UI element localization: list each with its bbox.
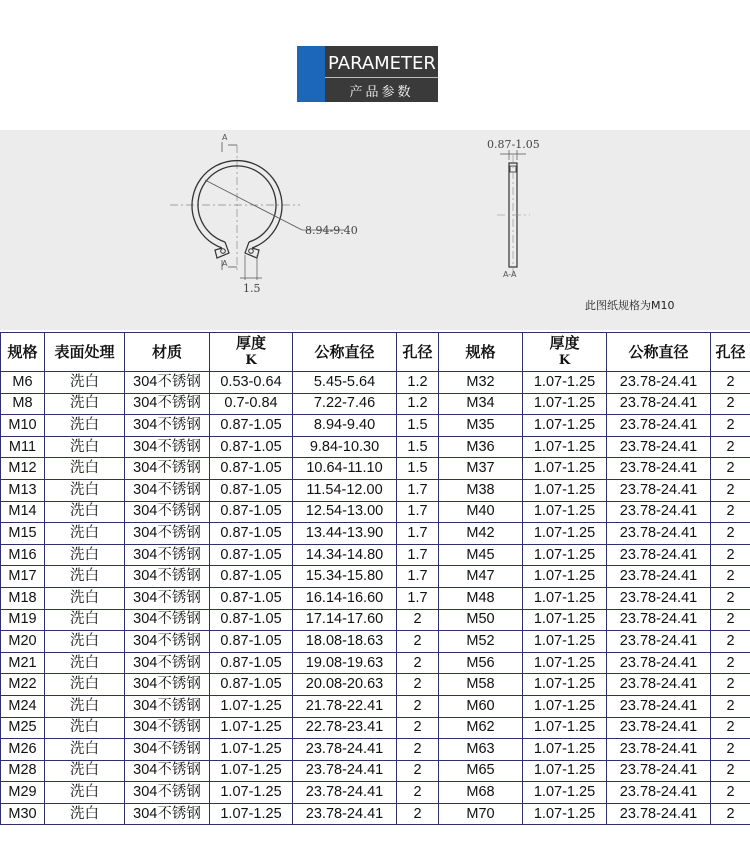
cell-hole: 1.7 bbox=[397, 544, 439, 566]
cell-hole: 2 bbox=[397, 782, 439, 804]
cell-surface: 洗白 bbox=[45, 674, 125, 696]
cell-thickness: 1.07-1.25 bbox=[210, 695, 293, 717]
cell-spec-2: M38 bbox=[439, 479, 523, 501]
cell-surface: 洗白 bbox=[45, 479, 125, 501]
cell-thickness-2: 1.07-1.25 bbox=[523, 587, 607, 609]
cell-hole: 1.7 bbox=[397, 587, 439, 609]
table-row bbox=[1, 523, 750, 545]
cell-thickness-2: 1.07-1.25 bbox=[523, 372, 607, 394]
cell-diameter: 9.84-10.30 bbox=[293, 436, 397, 458]
cell-hole-2: 2 bbox=[711, 523, 750, 545]
cell-hole-2: 2 bbox=[711, 458, 750, 480]
cell-spec-2: M34 bbox=[439, 393, 523, 415]
cell-thickness: 0.87-1.05 bbox=[210, 479, 293, 501]
section-mark-bottom: A bbox=[222, 259, 228, 268]
cell-diameter: 23.78-24.41 bbox=[293, 782, 397, 804]
col-header-surface: 表面处理 bbox=[45, 333, 125, 372]
cell-thickness: 0.87-1.05 bbox=[210, 415, 293, 437]
cell-diameter-2: 23.78-24.41 bbox=[607, 652, 711, 674]
spec-table bbox=[0, 332, 750, 825]
cell-thickness-2: 1.07-1.25 bbox=[523, 415, 607, 437]
cell-diameter: 14.34-14.80 bbox=[293, 544, 397, 566]
cell-material: 304不锈钢 bbox=[125, 501, 210, 523]
cell-diameter-2: 23.78-24.41 bbox=[607, 415, 711, 437]
cell-thickness: 0.87-1.05 bbox=[210, 631, 293, 653]
cell-spec-2: M48 bbox=[439, 587, 523, 609]
cell-spec-2: M56 bbox=[439, 652, 523, 674]
cell-material: 304不锈钢 bbox=[125, 695, 210, 717]
cell-material: 304不锈钢 bbox=[125, 674, 210, 696]
cell-surface: 洗白 bbox=[45, 717, 125, 739]
thickness-k-2: K bbox=[558, 353, 571, 368]
table-row bbox=[1, 760, 750, 782]
cell-surface: 洗白 bbox=[45, 458, 125, 480]
cell-hole-2: 2 bbox=[711, 739, 750, 761]
cell-material: 304不锈钢 bbox=[125, 803, 210, 825]
cell-material: 304不锈钢 bbox=[125, 587, 210, 609]
parameter-badge bbox=[297, 46, 438, 102]
cell-diameter: 13.44-13.90 bbox=[293, 523, 397, 545]
table-row bbox=[1, 501, 750, 523]
cell-spec: M11 bbox=[1, 436, 45, 458]
table-row bbox=[1, 652, 750, 674]
cell-hole: 2 bbox=[397, 631, 439, 653]
cell-diameter: 16.14-16.60 bbox=[293, 587, 397, 609]
cell-thickness: 1.07-1.25 bbox=[210, 717, 293, 739]
cell-spec: M17 bbox=[1, 566, 45, 588]
cell-spec: M13 bbox=[1, 479, 45, 501]
table-header-row bbox=[1, 333, 750, 372]
cell-hole: 1.7 bbox=[397, 479, 439, 501]
cell-diameter-2: 23.78-24.41 bbox=[607, 674, 711, 696]
cell-surface: 洗白 bbox=[45, 652, 125, 674]
table-row bbox=[1, 544, 750, 566]
cell-diameter: 22.78-23.41 bbox=[293, 717, 397, 739]
cell-spec: M12 bbox=[1, 458, 45, 480]
cell-spec: M18 bbox=[1, 587, 45, 609]
table-row bbox=[1, 372, 750, 394]
cell-hole: 2 bbox=[397, 674, 439, 696]
cell-diameter: 17.14-17.60 bbox=[293, 609, 397, 631]
cell-thickness: 0.87-1.05 bbox=[210, 587, 293, 609]
cell-hole-2: 2 bbox=[711, 782, 750, 804]
cell-thickness-2: 1.07-1.25 bbox=[523, 479, 607, 501]
cell-diameter: 19.08-19.63 bbox=[293, 652, 397, 674]
gap-dimension: 1.5 bbox=[243, 282, 261, 295]
section-mark-top: A bbox=[222, 133, 228, 142]
cell-hole-2: 2 bbox=[711, 501, 750, 523]
cell-thickness-2: 1.07-1.25 bbox=[523, 760, 607, 782]
cell-diameter-2: 23.78-24.41 bbox=[607, 523, 711, 545]
cell-material: 304不锈钢 bbox=[125, 652, 210, 674]
cell-hole-2: 2 bbox=[711, 652, 750, 674]
cell-spec-2: M70 bbox=[439, 803, 523, 825]
cell-material: 304不锈钢 bbox=[125, 436, 210, 458]
cell-thickness: 1.07-1.25 bbox=[210, 803, 293, 825]
cell-thickness: 0.87-1.05 bbox=[210, 609, 293, 631]
cell-thickness: 0.87-1.05 bbox=[210, 436, 293, 458]
col-header-hole-2: 孔径 bbox=[711, 333, 750, 372]
cell-material: 304不锈钢 bbox=[125, 717, 210, 739]
cell-material: 304不锈钢 bbox=[125, 566, 210, 588]
cell-spec-2: M68 bbox=[439, 782, 523, 804]
cell-surface: 洗白 bbox=[45, 372, 125, 394]
cell-surface: 洗白 bbox=[45, 415, 125, 437]
table-row bbox=[1, 415, 750, 437]
drawing-note: 此图纸规格为M10 bbox=[585, 299, 675, 312]
cell-spec: M22 bbox=[1, 674, 45, 696]
cell-material: 304不锈钢 bbox=[125, 609, 210, 631]
cell-hole-2: 2 bbox=[711, 717, 750, 739]
cell-diameter-2: 23.78-24.41 bbox=[607, 566, 711, 588]
cell-spec-2: M40 bbox=[439, 501, 523, 523]
cell-spec: M15 bbox=[1, 523, 45, 545]
thickness-k: K bbox=[245, 353, 257, 368]
cell-material: 304不锈钢 bbox=[125, 393, 210, 415]
cell-diameter-2: 23.78-24.41 bbox=[607, 393, 711, 415]
cell-surface: 洗白 bbox=[45, 566, 125, 588]
cell-hole: 1.7 bbox=[397, 523, 439, 545]
cell-spec: M19 bbox=[1, 609, 45, 631]
cell-thickness-2: 1.07-1.25 bbox=[523, 566, 607, 588]
table-row bbox=[1, 609, 750, 631]
thickness-label: 厚度 bbox=[235, 334, 266, 352]
table-row bbox=[1, 566, 750, 588]
cell-thickness: 0.87-1.05 bbox=[210, 458, 293, 480]
cell-spec-2: M47 bbox=[439, 566, 523, 588]
cell-thickness-2: 1.07-1.25 bbox=[523, 523, 607, 545]
cell-spec-2: M65 bbox=[439, 760, 523, 782]
cell-diameter: 15.34-15.80 bbox=[293, 566, 397, 588]
cell-material: 304不锈钢 bbox=[125, 760, 210, 782]
technical-drawing bbox=[0, 130, 750, 330]
cell-thickness: 0.87-1.05 bbox=[210, 566, 293, 588]
cell-diameter: 5.45-5.64 bbox=[293, 372, 397, 394]
cell-hole-2: 2 bbox=[711, 372, 750, 394]
cell-diameter: 7.22-7.46 bbox=[293, 393, 397, 415]
cell-surface: 洗白 bbox=[45, 760, 125, 782]
cell-thickness: 0.87-1.05 bbox=[210, 652, 293, 674]
cell-hole: 1.5 bbox=[397, 436, 439, 458]
cell-surface: 洗白 bbox=[45, 803, 125, 825]
table-row bbox=[1, 739, 750, 761]
cell-spec: M26 bbox=[1, 739, 45, 761]
cell-thickness-2: 1.07-1.25 bbox=[523, 739, 607, 761]
cell-hole: 1.7 bbox=[397, 501, 439, 523]
badge-divider bbox=[325, 77, 438, 78]
cell-thickness-2: 1.07-1.25 bbox=[523, 436, 607, 458]
cell-thickness-2: 1.07-1.25 bbox=[523, 631, 607, 653]
badge-accent-stripe bbox=[297, 46, 325, 102]
cell-hole: 2 bbox=[397, 760, 439, 782]
cell-material: 304不锈钢 bbox=[125, 739, 210, 761]
cell-spec-2: M36 bbox=[439, 436, 523, 458]
col-header-diameter: 公称直径 bbox=[293, 333, 397, 372]
cell-diameter-2: 23.78-24.41 bbox=[607, 544, 711, 566]
cell-hole-2: 2 bbox=[711, 436, 750, 458]
cell-diameter-2: 23.78-24.41 bbox=[607, 372, 711, 394]
cell-material: 304不锈钢 bbox=[125, 479, 210, 501]
cell-surface: 洗白 bbox=[45, 631, 125, 653]
cell-thickness: 0.7-0.84 bbox=[210, 393, 293, 415]
cell-diameter: 10.64-11.10 bbox=[293, 458, 397, 480]
cell-hole-2: 2 bbox=[711, 609, 750, 631]
cell-surface: 洗白 bbox=[45, 523, 125, 545]
table-row bbox=[1, 631, 750, 653]
spec-table-body bbox=[1, 372, 750, 825]
cell-spec-2: M63 bbox=[439, 739, 523, 761]
cell-hole: 2 bbox=[397, 739, 439, 761]
cell-material: 304不锈钢 bbox=[125, 523, 210, 545]
cell-surface: 洗白 bbox=[45, 436, 125, 458]
cell-spec: M25 bbox=[1, 717, 45, 739]
cell-hole-2: 2 bbox=[711, 544, 750, 566]
cell-hole-2: 2 bbox=[711, 695, 750, 717]
cell-spec-2: M42 bbox=[439, 523, 523, 545]
cell-spec: M10 bbox=[1, 415, 45, 437]
cell-diameter-2: 23.78-24.41 bbox=[607, 458, 711, 480]
table-row bbox=[1, 458, 750, 480]
cell-thickness-2: 1.07-1.25 bbox=[523, 782, 607, 804]
cell-thickness-2: 1.07-1.25 bbox=[523, 609, 607, 631]
cell-thickness: 0.87-1.05 bbox=[210, 523, 293, 545]
cell-spec-2: M32 bbox=[439, 372, 523, 394]
cell-spec: M29 bbox=[1, 782, 45, 804]
cell-surface: 洗白 bbox=[45, 501, 125, 523]
cell-diameter-2: 23.78-24.41 bbox=[607, 760, 711, 782]
cell-thickness: 1.07-1.25 bbox=[210, 739, 293, 761]
cell-hole: 1.2 bbox=[397, 393, 439, 415]
cell-surface: 洗白 bbox=[45, 587, 125, 609]
cell-diameter-2: 23.78-24.41 bbox=[607, 717, 711, 739]
thickness-dimension: 0.87-1.05 bbox=[487, 138, 540, 151]
table-row bbox=[1, 717, 750, 739]
col-header-thickness bbox=[210, 333, 293, 372]
cell-thickness-2: 1.07-1.25 bbox=[523, 544, 607, 566]
table-row bbox=[1, 782, 750, 804]
cell-thickness-2: 1.07-1.25 bbox=[523, 501, 607, 523]
cell-material: 304不锈钢 bbox=[125, 631, 210, 653]
cell-diameter: 23.78-24.41 bbox=[293, 760, 397, 782]
cell-diameter-2: 23.78-24.41 bbox=[607, 782, 711, 804]
cell-surface: 洗白 bbox=[45, 544, 125, 566]
cell-hole: 1.5 bbox=[397, 458, 439, 480]
col-header-diameter-2: 公称直径 bbox=[607, 333, 711, 372]
cell-spec: M16 bbox=[1, 544, 45, 566]
cell-hole-2: 2 bbox=[711, 587, 750, 609]
cell-thickness: 0.87-1.05 bbox=[210, 501, 293, 523]
cell-diameter-2: 23.78-24.41 bbox=[607, 803, 711, 825]
cell-thickness-2: 1.07-1.25 bbox=[523, 674, 607, 696]
cell-spec: M21 bbox=[1, 652, 45, 674]
cell-surface: 洗白 bbox=[45, 609, 125, 631]
table-row bbox=[1, 479, 750, 501]
cell-material: 304不锈钢 bbox=[125, 458, 210, 480]
col-header-material: 材质 bbox=[125, 333, 210, 372]
cell-hole-2: 2 bbox=[711, 479, 750, 501]
cell-surface: 洗白 bbox=[45, 782, 125, 804]
col-header-spec: 规格 bbox=[1, 333, 45, 372]
cell-diameter: 23.78-24.41 bbox=[293, 803, 397, 825]
cell-spec-2: M45 bbox=[439, 544, 523, 566]
cell-diameter-2: 23.78-24.41 bbox=[607, 739, 711, 761]
section-title: PARAMETER bbox=[328, 53, 436, 74]
cell-diameter-2: 23.78-24.41 bbox=[607, 436, 711, 458]
cell-hole: 2 bbox=[397, 695, 439, 717]
cell-spec-2: M60 bbox=[439, 695, 523, 717]
cell-hole-2: 2 bbox=[711, 803, 750, 825]
cell-hole: 2 bbox=[397, 652, 439, 674]
cell-diameter: 21.78-22.41 bbox=[293, 695, 397, 717]
cell-hole: 1.2 bbox=[397, 372, 439, 394]
cell-diameter-2: 23.78-24.41 bbox=[607, 501, 711, 523]
cell-hole-2: 2 bbox=[711, 566, 750, 588]
cell-material: 304不锈钢 bbox=[125, 782, 210, 804]
cell-spec: M28 bbox=[1, 760, 45, 782]
cell-thickness: 0.87-1.05 bbox=[210, 544, 293, 566]
cell-hole: 1.7 bbox=[397, 566, 439, 588]
cell-surface: 洗白 bbox=[45, 739, 125, 761]
cell-hole: 2 bbox=[397, 717, 439, 739]
cell-thickness-2: 1.07-1.25 bbox=[523, 803, 607, 825]
cell-diameter: 18.08-18.63 bbox=[293, 631, 397, 653]
cell-thickness-2: 1.07-1.25 bbox=[523, 717, 607, 739]
cell-hole: 1.5 bbox=[397, 415, 439, 437]
cell-spec-2: M35 bbox=[439, 415, 523, 437]
cell-diameter: 20.08-20.63 bbox=[293, 674, 397, 696]
cell-thickness: 1.07-1.25 bbox=[210, 760, 293, 782]
cell-hole-2: 2 bbox=[711, 415, 750, 437]
cell-diameter: 11.54-12.00 bbox=[293, 479, 397, 501]
cell-hole-2: 2 bbox=[711, 631, 750, 653]
cell-diameter: 23.78-24.41 bbox=[293, 739, 397, 761]
cell-thickness-2: 1.07-1.25 bbox=[523, 393, 607, 415]
cell-spec-2: M50 bbox=[439, 609, 523, 631]
cell-spec: M24 bbox=[1, 695, 45, 717]
cell-spec-2: M58 bbox=[439, 674, 523, 696]
cell-thickness-2: 1.07-1.25 bbox=[523, 695, 607, 717]
table-row bbox=[1, 695, 750, 717]
cell-hole-2: 2 bbox=[711, 674, 750, 696]
cell-surface: 洗白 bbox=[45, 695, 125, 717]
cell-thickness-2: 1.07-1.25 bbox=[523, 458, 607, 480]
col-header-spec-2: 规格 bbox=[439, 333, 523, 372]
cell-diameter: 12.54-13.00 bbox=[293, 501, 397, 523]
table-row bbox=[1, 436, 750, 458]
cell-hole: 2 bbox=[397, 803, 439, 825]
cell-thickness: 0.53-0.64 bbox=[210, 372, 293, 394]
table-row bbox=[1, 674, 750, 696]
cell-diameter-2: 23.78-24.41 bbox=[607, 631, 711, 653]
cell-thickness-2: 1.07-1.25 bbox=[523, 652, 607, 674]
cell-material: 304不锈钢 bbox=[125, 544, 210, 566]
cell-hole: 2 bbox=[397, 609, 439, 631]
cell-spec-2: M62 bbox=[439, 717, 523, 739]
cell-diameter-2: 23.78-24.41 bbox=[607, 587, 711, 609]
cell-spec: M8 bbox=[1, 393, 45, 415]
cell-spec: M20 bbox=[1, 631, 45, 653]
cell-material: 304不锈钢 bbox=[125, 372, 210, 394]
cell-spec-2: M37 bbox=[439, 458, 523, 480]
table-row bbox=[1, 587, 750, 609]
cell-spec: M6 bbox=[1, 372, 45, 394]
col-header-thickness-2 bbox=[523, 333, 607, 372]
diameter-dimension: 8.94-9.40 bbox=[305, 224, 358, 237]
cell-thickness: 0.87-1.05 bbox=[210, 674, 293, 696]
cell-spec-2: M52 bbox=[439, 631, 523, 653]
cell-diameter-2: 23.78-24.41 bbox=[607, 695, 711, 717]
cell-material: 304不锈钢 bbox=[125, 415, 210, 437]
cell-thickness: 1.07-1.25 bbox=[210, 782, 293, 804]
cell-hole-2: 2 bbox=[711, 393, 750, 415]
table-row bbox=[1, 393, 750, 415]
cell-spec: M14 bbox=[1, 501, 45, 523]
section-label: A-A bbox=[503, 270, 517, 279]
cell-spec: M30 bbox=[1, 803, 45, 825]
cell-diameter-2: 23.78-24.41 bbox=[607, 609, 711, 631]
col-header-hole: 孔径 bbox=[397, 333, 439, 372]
cell-diameter: 8.94-9.40 bbox=[293, 415, 397, 437]
cell-hole-2: 2 bbox=[711, 760, 750, 782]
cell-diameter-2: 23.78-24.41 bbox=[607, 479, 711, 501]
thickness-label-2: 厚度 bbox=[549, 334, 580, 352]
cell-surface: 洗白 bbox=[45, 393, 125, 415]
table-row bbox=[1, 803, 750, 825]
section-subtitle: 产品参数 bbox=[349, 85, 414, 100]
